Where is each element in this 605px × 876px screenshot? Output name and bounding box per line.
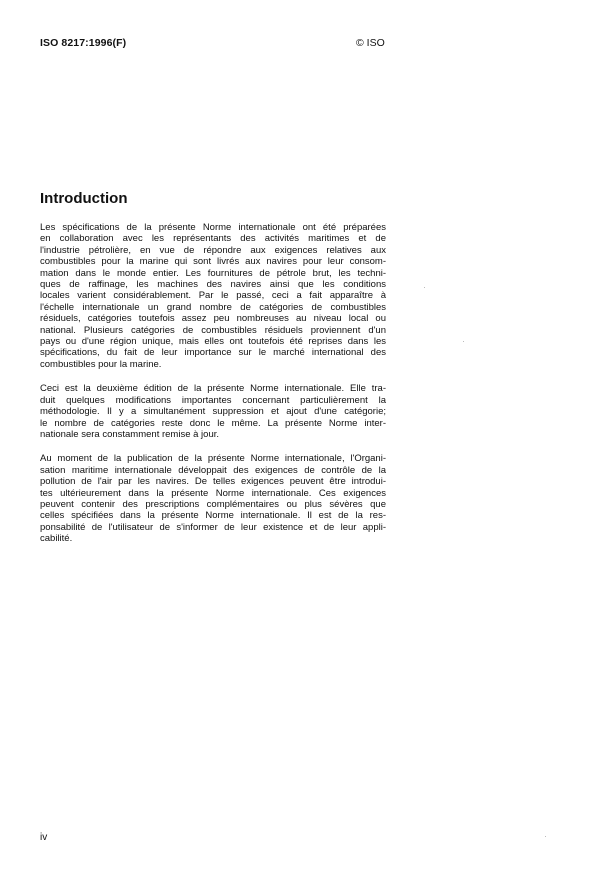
text-line: ponsabilité de l'utilisateur de s'informer de leur existence et de leur appli- [40,521,386,533]
paragraph-1 [40,222,386,370]
text-line: nationale sera constamment remise à jour. [40,428,220,440]
text-line: sation maritime internationale développait des exigences de contrôle de la [40,464,386,476]
text-line: peuvent contenir des prescriptions complémentaires ou plus sévères que [40,498,386,510]
text-line: mation dans le monde entier. Les fournitures de pétrole brut, les techni- [40,267,386,279]
text-line: l'industrie pétrolière, en vue de répondre aux exigences relatives aux [40,244,386,256]
paragraph-3 [40,453,386,544]
text-line: ques de raffinage, les machines des navires ainsi que les conditions [40,279,386,291]
text-line: duit quelques modifications importantes concernant particulièrement la [40,394,386,406]
text-line: locales varient considérablement. Par le passé, ceci a fait apparaître à [40,290,386,302]
text-line: combustibles pour la marine qui sont livrés aux navires pour leur consom- [40,256,386,268]
text-line: Les spécifications de la présente Norme internationale ont été préparées [40,222,386,233]
text-line: pollution de l'air par les navires. De telles exigences peuvent être introdui- [40,476,386,488]
page-number: iv [40,832,48,843]
text-line: combustibles pour la marine. [40,358,162,370]
paragraph-2 [40,383,386,440]
text-line: en collaboration avec les représentants des activités maritimes et de [40,233,386,245]
text-line: méthodologie. Il y a simultanément suppression et ajout d'une catégorie; [40,406,386,418]
scan-speck [545,836,546,837]
text-line: pays ou d'une région unique, mais elles ont toutefois été reprises dans les [40,336,386,348]
text-line: national. Plusieurs catégories de combustibles résiduels proviennent d'un [40,324,386,336]
scan-speck [424,287,425,288]
text-line: Ceci est la deuxième édition de la présente Norme internationale. Elle tra- [40,383,386,395]
introduction-body [40,222,386,558]
text-line: celles spécifiées dans la présente Norme internationale. Il est de la res- [40,510,386,522]
text-line: l'échelle internationale un grand nombre de catégories de combustibles [40,301,386,313]
text-line: Au moment de la publication de la présente Norme internationale, l'Organi- [40,453,386,465]
text-line: tes ultérieurement dans la présente Norme internationale. Ces exigences [40,487,386,499]
text-line: spécifications, du fait de leur importance sur le marché international des [40,347,386,359]
document-reference: ISO 8217:1996(F) [40,37,127,49]
section-title: Introduction [40,190,128,207]
copyright-notice: © ISO [356,37,385,49]
scan-speck [463,341,464,342]
text-line: cabilité. [40,533,73,545]
text-line: résiduels, catégories toutefois assez peu nombreuses au niveau local ou [40,313,386,325]
text-line: le nombre de catégories reste donc le même. La présente Norme inter- [40,417,386,429]
